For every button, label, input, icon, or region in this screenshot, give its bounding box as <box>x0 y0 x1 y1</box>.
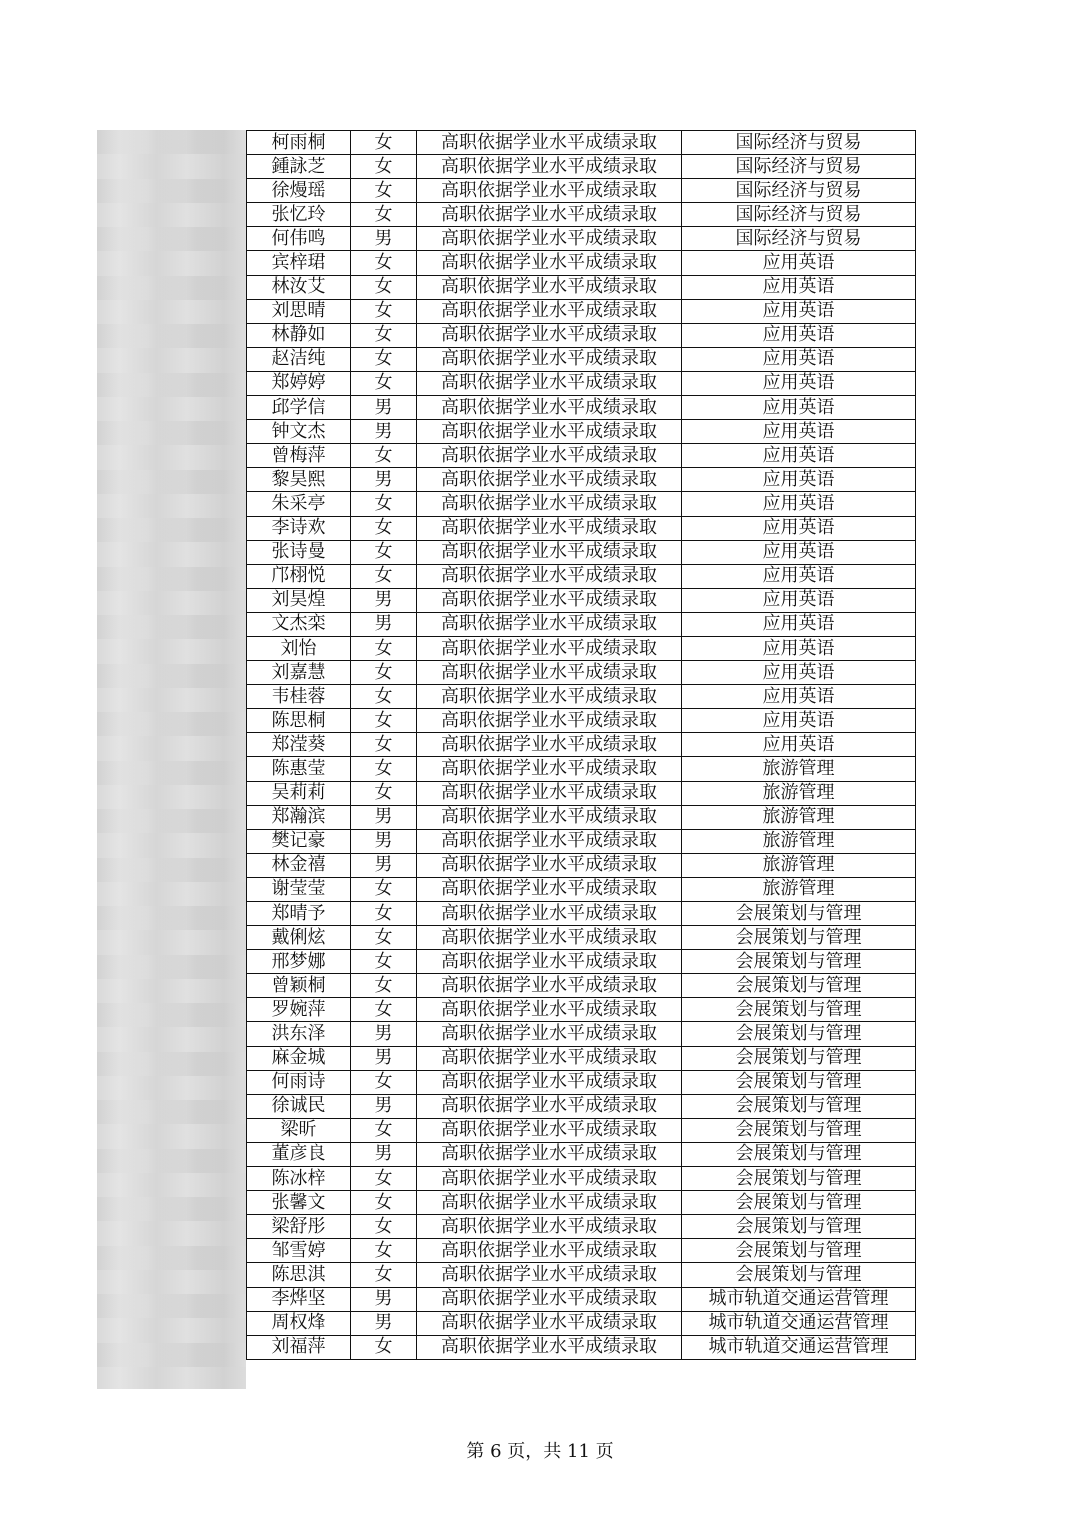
major-cell: 应用英语 <box>682 636 916 660</box>
student-name-cell: 张馨文 <box>247 1191 351 1215</box>
student-name-cell: 樊记豪 <box>247 829 351 853</box>
major-cell: 城市轨道交通运营管理 <box>682 1311 916 1335</box>
admission-method-cell: 高职依据学业水平成绩录取 <box>417 1142 682 1166</box>
admission-method-cell: 高职依据学业水平成绩录取 <box>417 612 682 636</box>
redaction-band <box>97 373 246 397</box>
gender-cell: 男 <box>351 612 417 636</box>
table-row <box>247 1094 916 1118</box>
major-cell: 会展策划与管理 <box>682 1070 916 1094</box>
student-name-cell: 赵洁纯 <box>247 347 351 371</box>
gender-cell: 女 <box>351 1215 417 1239</box>
gender-cell: 女 <box>351 540 417 564</box>
student-name-cell: 徐诚民 <box>247 1094 351 1118</box>
admission-method-cell: 高职依据学业水平成绩录取 <box>417 203 682 227</box>
gender-cell: 男 <box>351 1046 417 1070</box>
major-cell: 会展策划与管理 <box>682 998 916 1022</box>
redaction-band <box>97 227 246 251</box>
major-cell: 应用英语 <box>682 588 916 612</box>
table-row <box>247 420 916 444</box>
admission-method-cell: 高职依据学业水平成绩录取 <box>417 564 682 588</box>
student-name-cell: 鍾詠芝 <box>247 155 351 179</box>
table-row <box>247 1263 916 1287</box>
admission-method-cell: 高职依据学业水平成绩录取 <box>417 733 682 757</box>
table-row <box>247 974 916 998</box>
admission-method-cell: 高职依据学业水平成绩录取 <box>417 1118 682 1142</box>
major-cell: 应用英语 <box>682 251 916 275</box>
major-cell: 会展策划与管理 <box>682 1094 916 1118</box>
gender-cell: 女 <box>351 757 417 781</box>
gender-cell: 男 <box>351 468 417 492</box>
table-row <box>247 1118 916 1142</box>
redaction-band <box>97 955 246 979</box>
admission-method-cell: 高职依据学业水平成绩录取 <box>417 661 682 685</box>
table-row <box>247 227 916 251</box>
major-cell: 应用英语 <box>682 733 916 757</box>
major-cell: 应用英语 <box>682 323 916 347</box>
major-cell: 应用英语 <box>682 444 916 468</box>
admission-method-cell: 高职依据学业水平成绩录取 <box>417 926 682 950</box>
table-row <box>247 926 916 950</box>
redaction-band <box>97 906 246 930</box>
major-cell: 应用英语 <box>682 468 916 492</box>
admission-method-cell: 高职依据学业水平成绩录取 <box>417 396 682 420</box>
gender-cell: 男 <box>351 1311 417 1335</box>
student-name-cell: 黎昊熙 <box>247 468 351 492</box>
table-row <box>247 396 916 420</box>
major-cell: 应用英语 <box>682 516 916 540</box>
gender-cell: 男 <box>351 805 417 829</box>
table-row <box>247 805 916 829</box>
redaction-band <box>97 421 246 445</box>
redaction-band <box>97 1343 246 1367</box>
table-row <box>247 709 916 733</box>
redaction-band <box>97 1052 246 1076</box>
gender-cell: 女 <box>351 516 417 540</box>
gender-cell: 女 <box>351 564 417 588</box>
redaction-band <box>97 1246 246 1270</box>
admission-method-cell: 高职依据学业水平成绩录取 <box>417 1094 682 1118</box>
admission-method-cell: 高职依据学业水平成绩录取 <box>417 636 682 660</box>
table-row <box>247 1287 916 1311</box>
gender-cell: 男 <box>351 227 417 251</box>
major-cell: 城市轨道交通运营管理 <box>682 1335 916 1359</box>
admission-method-cell: 高职依据学业水平成绩录取 <box>417 371 682 395</box>
admission-method-cell: 高职依据学业水平成绩录取 <box>417 179 682 203</box>
table-row <box>247 1191 916 1215</box>
gender-cell: 女 <box>351 203 417 227</box>
admission-method-cell: 高职依据学业水平成绩录取 <box>417 1335 682 1359</box>
student-name-cell: 邹雪婷 <box>247 1239 351 1263</box>
table-row <box>247 203 916 227</box>
gender-cell: 女 <box>351 781 417 805</box>
gender-cell: 女 <box>351 636 417 660</box>
major-cell: 应用英语 <box>682 275 916 299</box>
admission-method-cell: 高职依据学业水平成绩录取 <box>417 444 682 468</box>
table-row <box>247 251 916 275</box>
table-row <box>247 877 916 901</box>
student-name-cell: 林金禧 <box>247 853 351 877</box>
table-row <box>247 371 916 395</box>
gender-cell: 女 <box>351 1263 417 1287</box>
major-cell: 会展策划与管理 <box>682 1022 916 1046</box>
admission-method-cell: 高职依据学业水平成绩录取 <box>417 155 682 179</box>
major-cell: 应用英语 <box>682 685 916 709</box>
major-cell: 旅游管理 <box>682 853 916 877</box>
student-name-cell: 郑瀚滨 <box>247 805 351 829</box>
redaction-band <box>97 1100 246 1124</box>
admission-method-cell: 高职依据学业水平成绩录取 <box>417 1215 682 1239</box>
student-name-cell: 宾梓珺 <box>247 251 351 275</box>
student-name-cell: 李烨坚 <box>247 1287 351 1311</box>
admission-method-cell: 高职依据学业水平成绩录取 <box>417 1239 682 1263</box>
table-row <box>247 685 916 709</box>
major-cell: 会展策划与管理 <box>682 1142 916 1166</box>
student-name-cell: 邱学信 <box>247 396 351 420</box>
redaction-band <box>97 615 246 639</box>
gender-cell: 男 <box>351 829 417 853</box>
student-name-cell: 林静如 <box>247 323 351 347</box>
major-cell: 会展策划与管理 <box>682 950 916 974</box>
redaction-band <box>97 1149 246 1173</box>
major-cell: 会展策划与管理 <box>682 974 916 998</box>
admission-method-cell: 高职依据学业水平成绩录取 <box>417 323 682 347</box>
admission-method-cell: 高职依据学业水平成绩录取 <box>417 1022 682 1046</box>
student-name-cell: 文杰栾 <box>247 612 351 636</box>
gender-cell: 男 <box>351 1022 417 1046</box>
major-cell: 应用英语 <box>682 492 916 516</box>
admission-method-cell: 高职依据学业水平成绩录取 <box>417 1046 682 1070</box>
table-row <box>247 902 916 926</box>
gender-cell: 女 <box>351 685 417 709</box>
gender-cell: 女 <box>351 1191 417 1215</box>
student-name-cell: 曾梅萍 <box>247 444 351 468</box>
major-cell: 应用英语 <box>682 420 916 444</box>
student-name-cell: 陈惠莹 <box>247 757 351 781</box>
major-cell: 应用英语 <box>682 540 916 564</box>
student-name-cell: 周权烽 <box>247 1311 351 1335</box>
gender-cell: 女 <box>351 926 417 950</box>
redaction-band <box>97 324 246 348</box>
table-row <box>247 299 916 323</box>
student-name-cell: 梁舒彤 <box>247 1215 351 1239</box>
student-name-cell: 邢梦娜 <box>247 950 351 974</box>
table-row <box>247 131 916 155</box>
student-name-cell: 陈冰梓 <box>247 1167 351 1191</box>
table-row <box>247 612 916 636</box>
table-row <box>247 179 916 203</box>
admission-method-cell: 高职依据学业水平成绩录取 <box>417 902 682 926</box>
redaction-band <box>97 518 246 542</box>
major-cell: 会展策划与管理 <box>682 1215 916 1239</box>
redaction-band <box>97 130 246 154</box>
table-row <box>247 1167 916 1191</box>
admission-method-cell: 高职依据学业水平成绩录取 <box>417 227 682 251</box>
student-name-cell: 钟文杰 <box>247 420 351 444</box>
gender-cell: 女 <box>351 131 417 155</box>
gender-cell: 女 <box>351 323 417 347</box>
student-name-cell: 罗婉萍 <box>247 998 351 1022</box>
major-cell: 旅游管理 <box>682 829 916 853</box>
major-cell: 应用英语 <box>682 371 916 395</box>
student-name-cell: 陈思淇 <box>247 1263 351 1287</box>
student-name-cell: 麻金城 <box>247 1046 351 1070</box>
admission-method-cell: 高职依据学业水平成绩录取 <box>417 1287 682 1311</box>
student-name-cell: 郑滢葵 <box>247 733 351 757</box>
gender-cell: 女 <box>351 1239 417 1263</box>
major-cell: 国际经济与贸易 <box>682 227 916 251</box>
major-cell: 旅游管理 <box>682 757 916 781</box>
gender-cell: 女 <box>351 1070 417 1094</box>
redacted-column <box>97 130 246 1389</box>
redaction-band <box>97 1294 246 1318</box>
student-name-cell: 郑婷婷 <box>247 371 351 395</box>
redaction-band <box>97 179 246 203</box>
student-name-cell: 戴俐炫 <box>247 926 351 950</box>
table-row <box>247 998 916 1022</box>
student-name-cell: 朱采亭 <box>247 492 351 516</box>
gender-cell: 女 <box>351 275 417 299</box>
major-cell: 旅游管理 <box>682 805 916 829</box>
major-cell: 国际经济与贸易 <box>682 155 916 179</box>
table-row <box>247 347 916 371</box>
table-row <box>247 1070 916 1094</box>
gender-cell: 女 <box>351 347 417 371</box>
table-row <box>247 950 916 974</box>
student-name-cell: 刘怡 <box>247 636 351 660</box>
student-name-cell: 吴莉莉 <box>247 781 351 805</box>
major-cell: 国际经济与贸易 <box>682 203 916 227</box>
student-name-cell: 柯雨桐 <box>247 131 351 155</box>
table-row <box>247 757 916 781</box>
table-row <box>247 829 916 853</box>
student-name-cell: 何雨诗 <box>247 1070 351 1094</box>
admission-table-body <box>247 131 916 1360</box>
student-name-cell: 梁昕 <box>247 1118 351 1142</box>
student-name-cell: 李诗欢 <box>247 516 351 540</box>
gender-cell: 男 <box>351 1094 417 1118</box>
table-row <box>247 323 916 347</box>
admission-method-cell: 高职依据学业水平成绩录取 <box>417 540 682 564</box>
table-row <box>247 492 916 516</box>
admission-method-cell: 高职依据学业水平成绩录取 <box>417 299 682 323</box>
admission-method-cell: 高职依据学业水平成绩录取 <box>417 347 682 371</box>
student-name-cell: 张忆玲 <box>247 203 351 227</box>
table-row <box>247 1335 916 1359</box>
table-row <box>247 468 916 492</box>
admission-method-cell: 高职依据学业水平成绩录取 <box>417 709 682 733</box>
table-row <box>247 1239 916 1263</box>
gender-cell: 男 <box>351 1287 417 1311</box>
major-cell: 会展策划与管理 <box>682 1118 916 1142</box>
gender-cell: 女 <box>351 444 417 468</box>
table-row <box>247 1142 916 1166</box>
gender-cell: 女 <box>351 902 417 926</box>
redaction-band <box>97 712 246 736</box>
table-row <box>247 588 916 612</box>
table-row <box>247 733 916 757</box>
gender-cell: 女 <box>351 1335 417 1359</box>
major-cell: 应用英语 <box>682 709 916 733</box>
table-row <box>247 564 916 588</box>
major-cell: 会展策划与管理 <box>682 1167 916 1191</box>
major-cell: 会展策划与管理 <box>682 1239 916 1263</box>
student-name-cell: 刘思晴 <box>247 299 351 323</box>
student-name-cell: 何伟鸣 <box>247 227 351 251</box>
gender-cell: 男 <box>351 420 417 444</box>
admission-method-cell: 高职依据学业水平成绩录取 <box>417 998 682 1022</box>
admission-method-cell: 高职依据学业水平成绩录取 <box>417 420 682 444</box>
gender-cell: 女 <box>351 371 417 395</box>
gender-cell: 女 <box>351 877 417 901</box>
student-name-cell: 洪东泽 <box>247 1022 351 1046</box>
student-name-cell: 刘福萍 <box>247 1335 351 1359</box>
table-row <box>247 661 916 685</box>
gender-cell: 女 <box>351 998 417 1022</box>
major-cell: 会展策划与管理 <box>682 902 916 926</box>
gender-cell: 男 <box>351 853 417 877</box>
student-name-cell: 郑晴予 <box>247 902 351 926</box>
redaction-band <box>97 761 246 785</box>
admission-method-cell: 高职依据学业水平成绩录取 <box>417 588 682 612</box>
gender-cell: 女 <box>351 1167 417 1191</box>
admission-method-cell: 高职依据学业水平成绩录取 <box>417 757 682 781</box>
gender-cell: 女 <box>351 950 417 974</box>
major-cell: 国际经济与贸易 <box>682 131 916 155</box>
table-row <box>247 1046 916 1070</box>
admission-method-cell: 高职依据学业水平成绩录取 <box>417 1191 682 1215</box>
gender-cell: 男 <box>351 1142 417 1166</box>
student-name-cell: 刘昊煌 <box>247 588 351 612</box>
table-row <box>247 516 916 540</box>
gender-cell: 女 <box>351 733 417 757</box>
admission-method-cell: 高职依据学业水平成绩录取 <box>417 492 682 516</box>
gender-cell: 女 <box>351 974 417 998</box>
admission-method-cell: 高职依据学业水平成绩录取 <box>417 468 682 492</box>
redaction-band <box>97 664 246 688</box>
admission-method-cell: 高职依据学业水平成绩录取 <box>417 805 682 829</box>
student-name-cell: 谢莹莹 <box>247 877 351 901</box>
table-row <box>247 636 916 660</box>
gender-cell: 女 <box>351 661 417 685</box>
student-name-cell: 邝栩悦 <box>247 564 351 588</box>
major-cell: 应用英语 <box>682 661 916 685</box>
table-row <box>247 1022 916 1046</box>
redaction-band <box>97 1003 246 1027</box>
student-name-cell: 徐熳瑶 <box>247 179 351 203</box>
major-cell: 旅游管理 <box>682 877 916 901</box>
redaction-band <box>97 1197 246 1221</box>
gender-cell: 女 <box>351 1118 417 1142</box>
table-row <box>247 853 916 877</box>
student-name-cell: 张诗曼 <box>247 540 351 564</box>
redaction-band <box>97 858 246 882</box>
table-row <box>247 1311 916 1335</box>
major-cell: 会展策划与管理 <box>682 1191 916 1215</box>
major-cell: 会展策划与管理 <box>682 1046 916 1070</box>
gender-cell: 女 <box>351 179 417 203</box>
admission-method-cell: 高职依据学业水平成绩录取 <box>417 1167 682 1191</box>
table-row <box>247 540 916 564</box>
major-cell: 国际经济与贸易 <box>682 179 916 203</box>
page-footer: 第 6 页，共 11 页 <box>466 1441 614 1462</box>
admission-method-cell: 高职依据学业水平成绩录取 <box>417 516 682 540</box>
admission-method-cell: 高职依据学业水平成绩录取 <box>417 685 682 709</box>
gender-cell: 男 <box>351 588 417 612</box>
admission-method-cell: 高职依据学业水平成绩录取 <box>417 974 682 998</box>
table-row <box>247 444 916 468</box>
major-cell: 应用英语 <box>682 299 916 323</box>
table-row <box>247 1215 916 1239</box>
admission-method-cell: 高职依据学业水平成绩录取 <box>417 950 682 974</box>
gender-cell: 女 <box>351 155 417 179</box>
redaction-band <box>97 567 246 591</box>
admission-method-cell: 高职依据学业水平成绩录取 <box>417 1070 682 1094</box>
major-cell: 旅游管理 <box>682 781 916 805</box>
redaction-band <box>97 276 246 300</box>
redaction-band <box>97 809 246 833</box>
gender-cell: 女 <box>351 709 417 733</box>
major-cell: 应用英语 <box>682 564 916 588</box>
table-row <box>247 275 916 299</box>
admission-method-cell: 高职依据学业水平成绩录取 <box>417 275 682 299</box>
student-name-cell: 韦桂蓉 <box>247 685 351 709</box>
admission-table <box>246 130 916 1360</box>
gender-cell: 女 <box>351 299 417 323</box>
student-name-cell: 陈思桐 <box>247 709 351 733</box>
student-name-cell: 林汝艾 <box>247 275 351 299</box>
table-row <box>247 155 916 179</box>
admission-method-cell: 高职依据学业水平成绩录取 <box>417 1263 682 1287</box>
major-cell: 城市轨道交通运营管理 <box>682 1287 916 1311</box>
admission-method-cell: 高职依据学业水平成绩录取 <box>417 1311 682 1335</box>
admission-method-cell: 高职依据学业水平成绩录取 <box>417 251 682 275</box>
gender-cell: 男 <box>351 396 417 420</box>
student-name-cell: 曾颖桐 <box>247 974 351 998</box>
major-cell: 应用英语 <box>682 612 916 636</box>
admission-method-cell: 高职依据学业水平成绩录取 <box>417 131 682 155</box>
admission-method-cell: 高职依据学业水平成绩录取 <box>417 853 682 877</box>
table-row <box>247 781 916 805</box>
gender-cell: 女 <box>351 492 417 516</box>
admission-method-cell: 高职依据学业水平成绩录取 <box>417 781 682 805</box>
admission-method-cell: 高职依据学业水平成绩录取 <box>417 877 682 901</box>
student-name-cell: 董彦良 <box>247 1142 351 1166</box>
major-cell: 会展策划与管理 <box>682 1263 916 1287</box>
major-cell: 应用英语 <box>682 347 916 371</box>
major-cell: 会展策划与管理 <box>682 926 916 950</box>
gender-cell: 女 <box>351 251 417 275</box>
major-cell: 应用英语 <box>682 396 916 420</box>
student-name-cell: 刘嘉慧 <box>247 661 351 685</box>
redaction-band <box>97 470 246 494</box>
admission-method-cell: 高职依据学业水平成绩录取 <box>417 829 682 853</box>
